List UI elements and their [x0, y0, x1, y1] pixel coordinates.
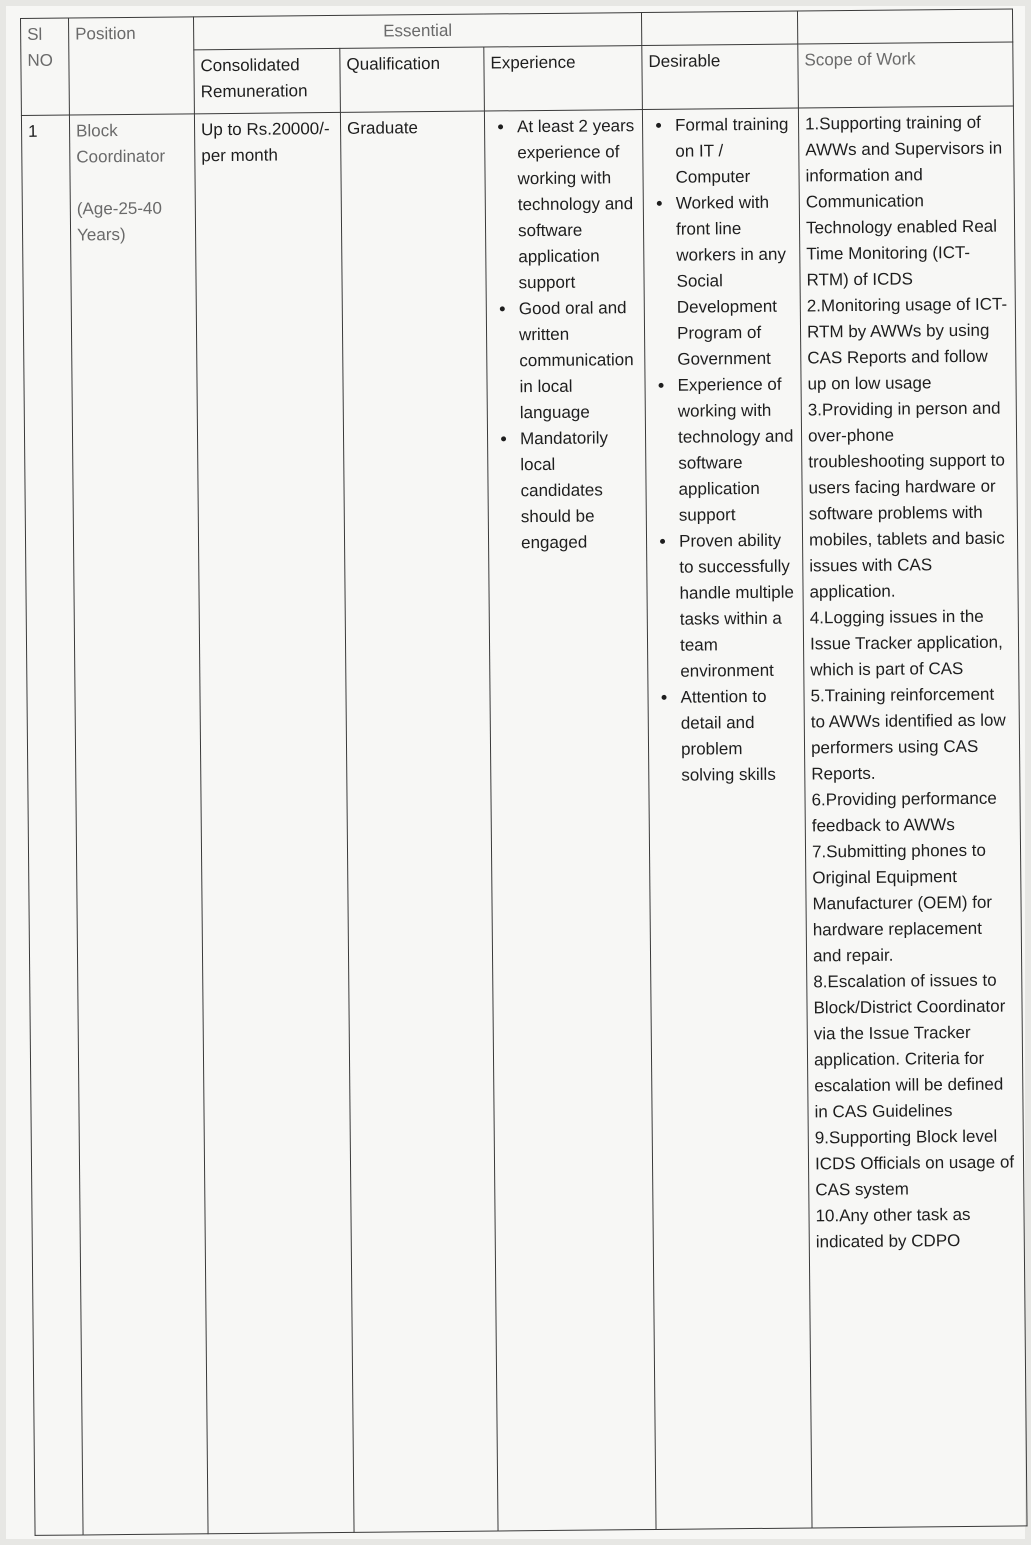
list-item: • Mandatorily local candidates should be engaged [518, 425, 640, 556]
scope-item: 7.Submitting phones to Original Equipment Manufacturer (OEM) for hardware replacement and repair. [811, 840, 993, 966]
scope-item: 8.Escalation of issues to Block/District Coordinator via the Issue Tracker application. Criteria for escalation will be defined in CAS Guidelines [813, 970, 1006, 1122]
scope-item: 5.Training reinforcement to AWWs identified as low performers using CAS Reports. [810, 684, 1006, 784]
header-remuneration: Consolidated Remuneration [194, 48, 341, 113]
list-item: • Experience of working with technology and software application support [675, 372, 795, 529]
list-item: • Worked with front line workers in any Social Development Program of Government [674, 190, 795, 373]
header-qualification: Qualification [340, 47, 485, 112]
scope-item: 4.Logging issues in the Issue Tracker application, which is part of CAS [809, 606, 1003, 680]
scope-item: 1.Supporting training of AWWs and Supervisors in information and Communication Technology enabled Real Time Monitoring (ICT-RTM) of ICDS [804, 112, 1003, 290]
list-item: • Formal training on IT / Computer [673, 112, 793, 191]
header-scope: Scope of Work [798, 42, 1014, 108]
cell-qualification: Graduate [340, 111, 498, 1532]
cell-remuneration: Up to Rs.20000/- per month [194, 112, 354, 1533]
header-desirable-top [641, 11, 797, 45]
scope-item: 6.Providing performance feedback to AWWs [811, 788, 997, 836]
scope-item: 2.Monitoring usage of ICT-RTM by AWWs by using CAS Reports and follow up on low usage [806, 294, 1008, 394]
header-essential: Essential [193, 13, 641, 50]
list-item: • At least 2 years experience of working with technology and software application support [515, 113, 638, 296]
desirable-list [649, 112, 798, 789]
scope-item: 9.Supporting Block level ICDS Officials on usage of CAS system [814, 1126, 1015, 1200]
cell-scope-of-work [798, 106, 1027, 1528]
position-age: (Age-25-40 Years) [76, 198, 162, 245]
document-page [6, 6, 1025, 1539]
cell-experience [484, 110, 656, 1531]
recruitment-table [20, 8, 1028, 1535]
table-row [21, 106, 1027, 1535]
list-item: • Attention to detail and problem solving skills [678, 684, 798, 789]
position-title: Block Coordinator [75, 121, 166, 167]
header-position: Position [69, 17, 195, 115]
header-experience: Experience [484, 46, 643, 112]
cell-sl-no: 1 [21, 115, 83, 1535]
scope-item: 3.Providing in person and over-phone troubleshooting support to users facing hardware or software problems with mobiles, tablets and basic issues with CAS application. [807, 398, 1005, 602]
list-item: • Proven ability to successfully handle multiple tasks within a team environment [677, 528, 797, 685]
cell-position [69, 114, 208, 1535]
header-scope-top [797, 9, 1012, 44]
scope-item: 10.Any other task as indicated by CDPO [815, 1204, 971, 1252]
header-desirable: Desirable [642, 44, 799, 109]
experience-list [491, 113, 640, 556]
cell-desirable [642, 108, 812, 1529]
header-sl-no: Sl NO [21, 18, 70, 115]
list-item: • Good oral and written communication in local language [517, 295, 639, 426]
